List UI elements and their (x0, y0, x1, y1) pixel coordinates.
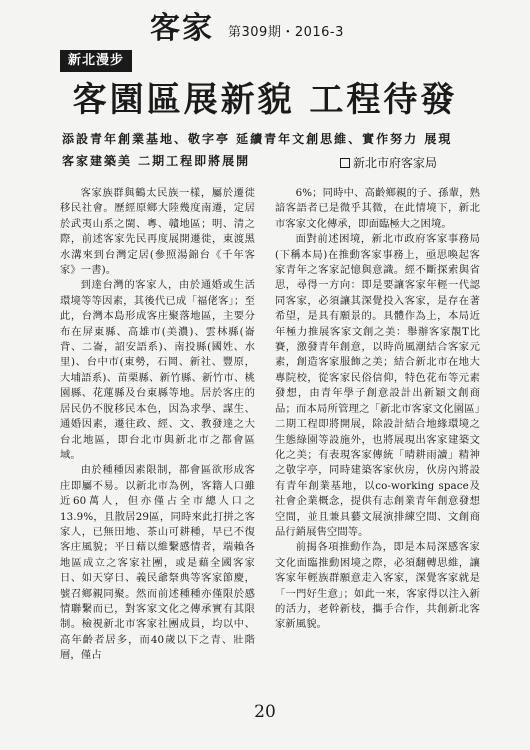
body-column-2 (275, 186, 480, 680)
body-paragraph: 由於種種因素限制，都會區欲形成客庄即屬不易。以新北市為例，客籍人口雖近60萬人，但亦僅占全市總人口之13.9%，且散居29區，同時來此打拼之客家人，已無田地、茶山可耕種，早已不復客庄風貌；平日藉以維繫感情者，端賴各地區成立之客家社團，或是藉全國客家日、如天穿日、義民爺祭典等客家節慶，號召鄉親同聚。然而前述種種亦僅限於感情聯繫而已，對客家文化之傳承實有其限制。檢視新北市客家社團成員，均以中、高年齡者居多，而40歲以下之青、壯階層，僅占 (60, 464, 255, 662)
subheadline-line-1: 添設青年創業基地、敬字亭 延續青年文創思維、實作努力 展現 (62, 132, 453, 146)
byline (340, 154, 437, 172)
body-paragraph: 6%；同時中、高齡鄉親的子、孫輩，熟諳客語者已是微乎其微，在此情境下，新北市客家文化傳承，即面臨極大之困境。 (275, 187, 480, 230)
byline-text: 新北市府客家局 (353, 156, 438, 170)
body-paragraph: 客家族群與鶴太民族一樣，屬於遷徙移民社會。歷經原鄉大陸幾度南遷，定居於武夷山系之閩、粵、贛地區；明、清之際，前述客家先民再度展開遷徙，東渡黑水溝來到台灣定居(參照湯錦台《千年客家》一書)。 (60, 187, 255, 277)
body-paragraph: 前揭各項推動作為，即是本局深感客家文化面臨推動困境之際，必須翻轉思維，讓客家年輕族群願意走入客家，深覺客家就是「一門好生意」；如此一來，客家得以注入新的活力，老幹新枝，攜手合作，共創新北客家新風貌。 (275, 541, 480, 631)
magazine-logo: 客家 (150, 11, 214, 46)
article-headline: 客園區展新貌 工程待發 (72, 80, 458, 120)
masthead (150, 10, 344, 44)
body-paragraph: 到達台灣的客家人，由於通婚或生活環境等等因素，其後代已成「福佬客」；至此，台灣本島形成客庄聚落地區，主要分布在屏東縣、高雄市(美濃)、雲林縣(崙背、二崙，詔安語系)、南投縣(國姓、水里)、台中市(東勢，石岡、新社、豐原，大埔語系)、苗栗縣、新竹縣、新竹市、桃園縣、花蓮縣及台東縣等地。居於客庄的居民仍不脫移民本色，因為求學、謀生、通婚因素，遷往政、經、文、教發達之大台北地區，即台北市與新北市之都會區域。 (60, 279, 255, 461)
subheadline-line-2: 客家建築美 二期工程即將展開 (62, 154, 251, 168)
body-column-1 (60, 186, 255, 680)
issue-number: 第309期・2016-3 (228, 25, 344, 40)
section-tag: 新北漫步 (60, 50, 132, 72)
page-number: 20 (254, 702, 276, 722)
square-bullet-icon (340, 158, 350, 168)
body-paragraph: 面對前述困境，新北市政府客家事務局(下稱本局)在推動客家事務上，亟思喚起客家青年之客家記憶與意識。經不斷探索與省思，尋得一方向：即是要讓客家年輕一代認同客家，必須讓其深覺投入客家，是存在著希望，是具有願景的。具體作為上，本局近年極力推展客家文創之美：舉辦客家靚T比賽，激發青年創意，以時尚風潮結合客家元素，創造客家服飾之美；結合新北市在地大專院校，從客家民俗信仰，特色花布等元素發想，由青年學子創意設計出新穎文創商品；而本局所管理之「新北市客家文化園區」二期工程即將開展，除設計結合地緣環境之生態綠園等設施外，也將展現出客家建築文化之美；有表現客家傳統「晴耕雨讀」精神之敬字亭，同時建築客家伙房，伙房內將設有青年創業基地，以co-working space及社會企業概念，提供有志創業青年創意發想空間，並且兼具藝文展演排練空間、文創商品行銷展售空間等。 (275, 233, 480, 538)
